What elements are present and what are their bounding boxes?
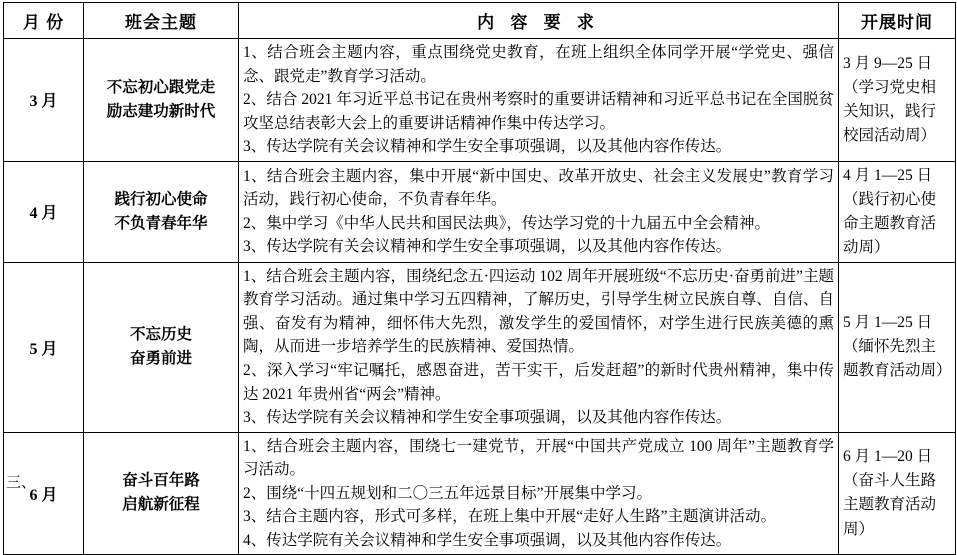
table-row <box>4 262 956 432</box>
header-content: 内 容 要 求 <box>239 3 839 39</box>
content-item: 2、集中学习《中华人民共和国民法典》，传达学习党的十九届五中全会精神。 <box>243 214 771 232</box>
document-page <box>0 2 957 549</box>
header-time: 开展时间 <box>839 3 956 39</box>
theme-line-1: 不忘初心跟党走 <box>106 78 216 96</box>
content-item: 3、结合主题内容，形式可多样，在班上集中开展“走好人生路”主题演讲活动。 <box>243 508 777 526</box>
table-row <box>4 39 956 162</box>
cell-month: 4 月 <box>4 161 84 262</box>
cell-theme <box>84 262 239 432</box>
cell-month: 3 月 <box>4 39 84 162</box>
table-row <box>4 161 956 262</box>
cell-time: 5 月 1—25 日（缅怀先烈主题教育活动周） <box>839 262 956 432</box>
cell-content <box>239 432 839 555</box>
content-item: 3、传达学院有关会议精神和学生安全事项强调，以及其他内容作传达。 <box>243 238 732 256</box>
cell-content <box>239 161 839 262</box>
header-month: 月 份 <box>4 3 84 39</box>
content-item: 4、传达学院有关会议精神和学生安全事项强调，以及其他内容作传达。 <box>243 531 732 549</box>
table-header-row <box>4 3 956 39</box>
table-row <box>4 432 956 555</box>
content-item: 1、结合班会主题内容，集中开展“新中国史、改革开放史、社会主义发展史”教育学习活动，践行初心使命，不负青春年华。 <box>243 167 834 209</box>
theme-line-2: 奋勇前进 <box>129 350 192 368</box>
table-header <box>4 3 956 39</box>
footer-note: 三、 <box>6 475 37 491</box>
theme-line-2: 励志建功新时代 <box>106 102 216 120</box>
content-item: 1、结合班会主题内容，围绕纪念五·四运动 102 周年开展班级“不忘历史·奋勇前进”主题教育学习活动。通过集中学习五四精神，了解历史，引导学生树立民族自尊、自信、自强、奋发有为精神，细怀伟大先烈，激发学生的爱国情怀，对学生进行民族美德的熏陶，从而进一步培养学生的民族精神、爱国热情。 <box>243 267 834 356</box>
content-item: 3、传达学院有关会议精神和学生安全事项强调，以及其他内容作传达。 <box>243 409 732 427</box>
header-theme: 班会主题 <box>84 3 239 39</box>
cell-time: 3 月 9—25 日（学习党史相关知识，践行校园活动周） <box>839 39 956 162</box>
cell-month: 6 月 <box>4 432 84 555</box>
content-item: 2、围绕“十四五规划和二〇三五年远景目标”开展集中学习。 <box>243 484 653 502</box>
cell-content <box>239 262 839 432</box>
content-item: 3、传达学院有关会议精神和学生安全事项强调，以及其他内容作传达。 <box>243 138 732 156</box>
theme-line-1: 奋斗百年路 <box>122 472 200 490</box>
cell-content <box>239 39 839 162</box>
content-item: 1、结合班会主题内容，围绕七一建党节，开展“中国共产党成立 100 周年”主题教育学习活动。 <box>243 437 834 479</box>
cell-month: 5 月 <box>4 262 84 432</box>
cell-time: 4 月 1—25 日（践行初心使命主题教育活动周） <box>839 161 956 262</box>
theme-line-1: 不忘历史 <box>129 326 192 344</box>
content-item: 1、结合班会主题内容，重点围绕党史教育，在班上组织全体同学开展“学党史、强信念、跟党走”教育学习活动。 <box>243 44 834 85</box>
cell-theme <box>84 161 239 262</box>
content-item: 2、结合 2021 年习近平总书记在贵州考察时的重要讲话精神和习近平总书记在全国脱贫攻坚总结表彰大会上的重要讲话精神作集中传达学习。 <box>243 91 834 132</box>
cell-theme <box>84 432 239 555</box>
theme-line-2: 启航新征程 <box>122 496 200 514</box>
class-meeting-plan-table <box>3 2 956 555</box>
theme-line-1: 践行初心使命 <box>114 190 208 208</box>
cell-time: 6 月 1—20 日（奋斗人生路主题教育活动周） <box>839 432 956 555</box>
cell-theme <box>84 39 239 162</box>
content-item: 2、深入学习“牢记嘱托，感恩奋进，苦干实干，后发赶超”的新时代贵州精神，集中传达 2021 年贵州省“两会”精神。 <box>243 361 834 403</box>
theme-line-2: 不负青春年华 <box>114 214 208 232</box>
table-body <box>4 39 956 555</box>
